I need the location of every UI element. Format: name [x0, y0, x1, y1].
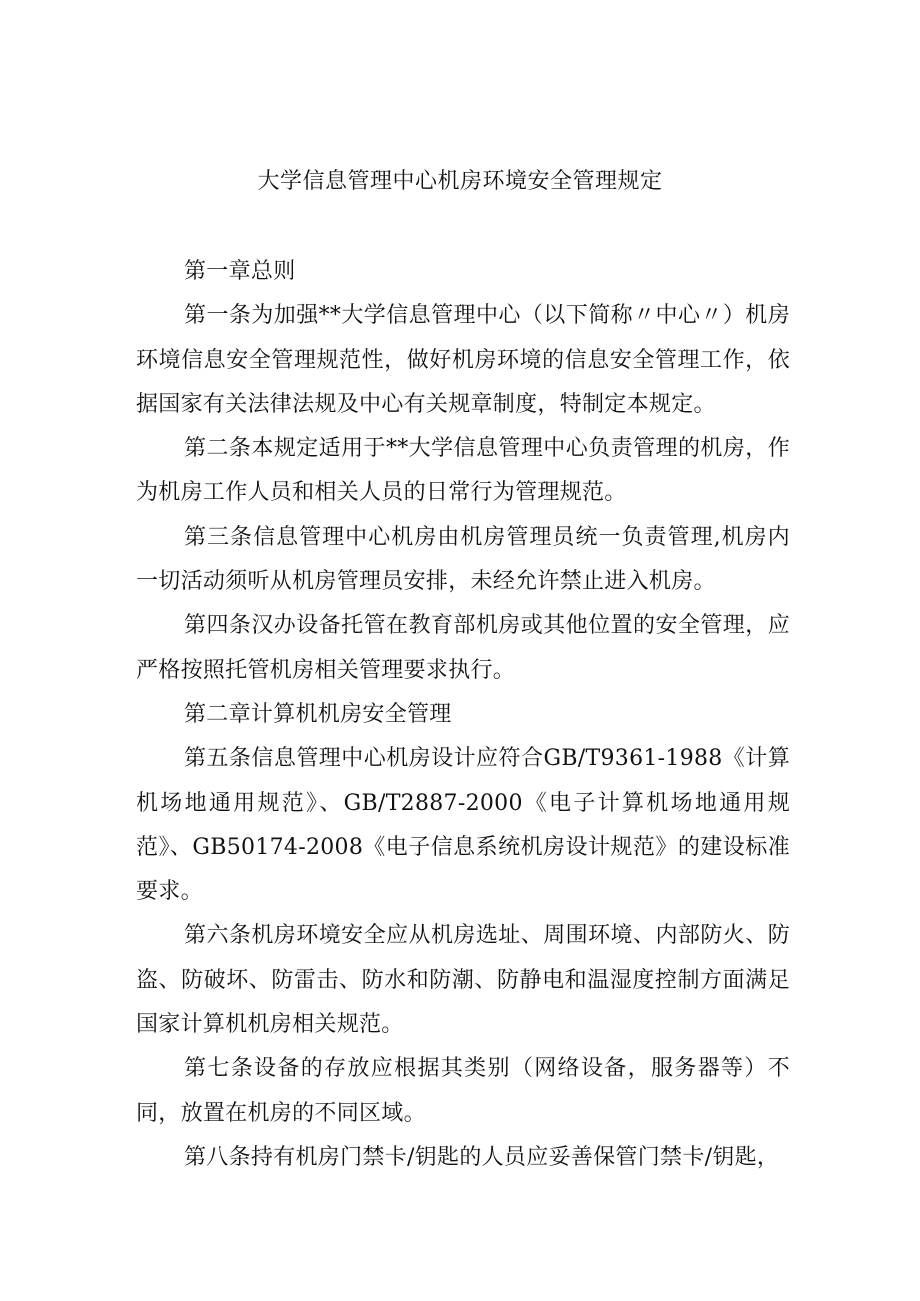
- chapter-heading: 第一章总则: [184, 259, 296, 284]
- article-paragraph: 第六条机房环境安全应从机房选址、周围环境、内部防火、防盗、防破坏、防雷击、防水和防潮、防静电和温湿度控制方面满足国家计算机机房相关规范。: [136, 923, 790, 1038]
- article-paragraph: 第五条信息管理中心机房设计应符合GB/T9361-1988《计算机场地通用规范》、GB/T2887-2000《电子计算机场地通用规范》、GB50174-2008《电子信息系统机房设计规范》的建设标准要求。: [136, 746, 790, 905]
- article-paragraph: 第七条设备的存放应根据其类别（网络设备，服务器等）不同，放置在机房的不同区域。: [136, 1056, 790, 1126]
- chapter-heading: 第二章计算机机房安全管理: [184, 701, 452, 727]
- article-paragraph: 第八条持有机房门禁卡/钥匙的人员应妥善保管门禁卡/钥匙，: [184, 1144, 780, 1170]
- article-paragraph: 第二条本规定适用于**大学信息管理中心负责管理的机房，作为机房工作人员和相关人员的日常行为管理规范。: [136, 436, 790, 506]
- document-title: 大学信息管理中心机房环境安全管理规定: [257, 169, 663, 194]
- document-body: [136, 250, 790, 1180]
- article-paragraph: 第一条为加强**大学信息管理中心（以下简称〃中心〃）机房环境信息安全管理规范性，做好机房环境的信息安全管理工作，依据国家有关法律法规及中心有关规章制度，特制定本规定。: [136, 303, 790, 417]
- article-paragraph: 第三条信息管理中心机房由机房管理员统一负责管理,机房内一切活动须听从机房管理员安排，未经允许禁止进入机房。: [136, 524, 790, 595]
- article-paragraph: 第四条汉办设备托管在教育部机房或其他位置的安全管理，应严格按照托管机房相关管理要求执行。: [136, 613, 790, 683]
